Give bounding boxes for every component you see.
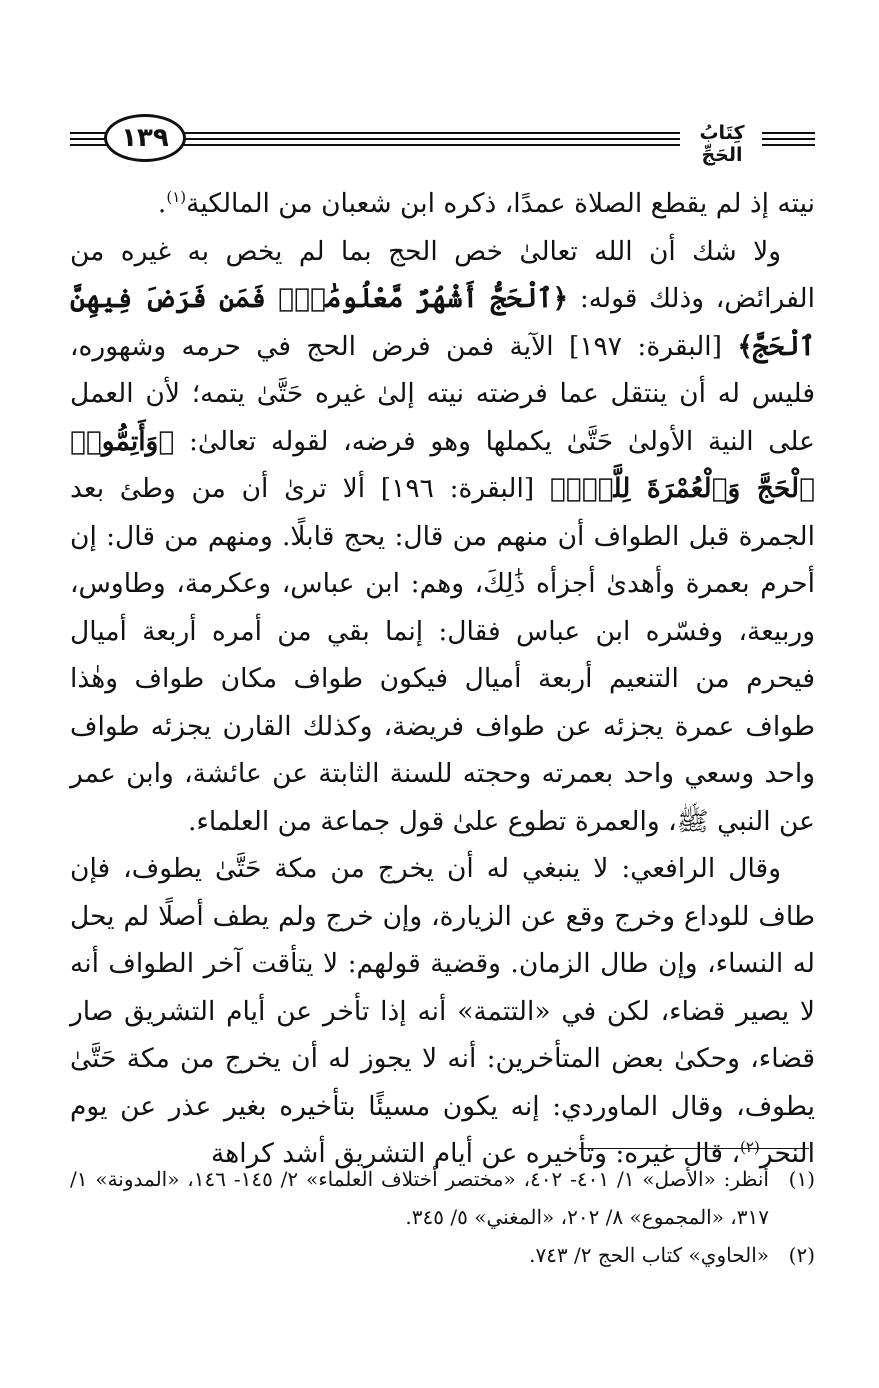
paragraph-text: [البقرة: ١٩٦] ألا ترىٰ أن من وطئ بعد الجمرة قبل الطواف أن منهم من قال: يحج قابلًا. ومنهم من قال: إن أحرم بعمرة وأهدىٰ أجزأه ذَٰلِكَ، وهم: ابن عباس، وعكرمة، وطاوس، وربيعة، وفسّره ابن عباس فقال: إنما بقي من أمره أربعة أميال فيحرم من التنعيم أربعة أميال فيكون طواف مكان طواف وهٰذا طواف عمرة يجزئه عن طواف فريضة، وكذلك القارن يجزئه طواف واحد وسعي واحد بعمرته وحجته للسنة الثابتة عن عائشة، وابن عمر عن النبي ﷺ، والعمرة تطوع علىٰ قول جماعة من العلماء. — [70, 473, 815, 837]
paragraph-text: وقال الرافعي: لا ينبغي له أن يخرج من مكة حَتَّىٰ يطوف، فإن طاف للوداع وخرج وقع عن الزيارة، وإن خرج ولم يطف أصلًا لم يحل له النساء، وإن طال الزمان. وقضية قولهم: لا يتأقت آخر الطواف أنه لا يصير قضاء، لكن في «التتمة» أنه إذا تأخر عن أيام التشريق صار قضاء، وحكىٰ بعض المتأخرين: أنه لا يجوز له أن يخرج من مكة حَتَّىٰ يطوف، وقال الماوردي: إنه يكون مسيئًا بتأخيره بغير عذر عن يوم النحر — [70, 853, 815, 1169]
paragraph-3 — [70, 845, 815, 1178]
page-number: ١٣٩ — [121, 123, 169, 153]
footnote-separator — [579, 1148, 809, 1149]
footnote-ref-1[interactable]: (١) — [166, 188, 187, 207]
paragraph-tail: ، قال غيره: وتأخيره عن أيام التشريق أشد كراهة — [211, 1138, 741, 1169]
paragraph-text: [البقرة: ١٩٧] الآية فمن فرض الحج في حرمه وشهوره، فليس له أن ينتقل عما فرضته نيته إلىٰ غيره حَتَّىٰ يتمه؛ لأن العمل على النية الأولىٰ حَتَّىٰ يكملها وهو فرضه، لقوله تعالىٰ: — [70, 330, 815, 457]
paragraph-text: نيته إذ لم يقطع الصلاة عمدًا، ذكره ابن شعبان من المالكية — [186, 188, 815, 219]
page-header — [70, 112, 815, 168]
footnotes — [70, 1160, 815, 1274]
paragraph-1 — [70, 180, 815, 228]
quran-verse-1: ﴿ٱلْحَجُّ أَشْهُرٌ مَّعْلُومَٰتٌۚ فَمَن فَرَضَ فِيهِنَّ ٱلْحَجَّ﴾ — [70, 283, 815, 362]
footnote-ref-2[interactable]: (٢) — [740, 1138, 760, 1157]
footnote-item — [70, 1236, 815, 1274]
main-text — [70, 180, 815, 1178]
paragraph-2 — [70, 228, 815, 846]
footnote-item — [70, 1160, 815, 1236]
paragraph-text: ولا شك أن الله تعالىٰ خص الحج بما لم يخص به غيره من الفرائض، وذلك قوله: — [70, 235, 815, 314]
page-number-badge — [104, 114, 186, 162]
chapter-title: كِتَابُ الحَجِّ — [682, 122, 762, 166]
footnote-number: (١) — [788, 1167, 815, 1191]
footnote-text: «الحاوي» كتاب الحج ٢/ ٧٤٣. — [529, 1243, 769, 1267]
quran-verse-2: ﴿وَأَتِمُّوا۟ ٱلْحَجَّ وَٱلْعُمْرَةَ لِلَّهِۚ﴾ — [70, 425, 815, 504]
paragraph-tail: . — [157, 188, 167, 219]
footnote-text: أنظر: «الأصل» ١/ ٤٠١- ٤٠٢، «مختصر أختلاف العلماء» ٢/ ١٤٥- ١٤٦، «المدونة» ١/ ٣١٧، «المجموع» ٨/ ٢٠٢، «المغني» ٥/ ٣٤٥. — [70, 1167, 769, 1229]
footnote-number: (٢) — [788, 1243, 815, 1267]
